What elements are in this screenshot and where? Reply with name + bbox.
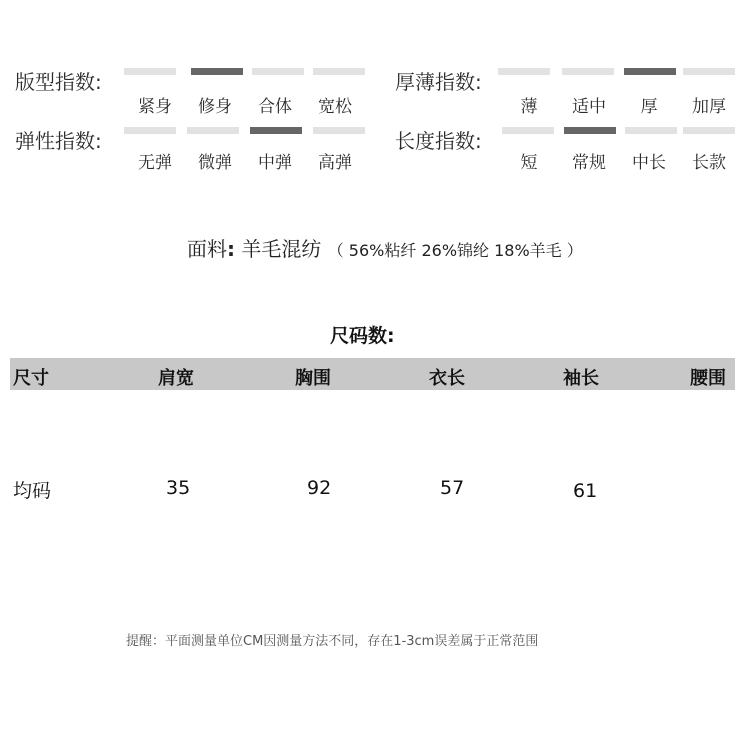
header-sleeve: 袖长	[563, 368, 599, 389]
length-option: 常规	[572, 153, 606, 173]
elasticity-option: 微弹	[198, 153, 232, 173]
fabric-label: 面料	[187, 237, 227, 261]
length-option: 中长	[632, 153, 666, 173]
elasticity-bar-3	[250, 127, 302, 134]
measurement-note: 提醒：平面测量单位CM因测量方法不同，存在1-3cm误差属于正常范围	[126, 634, 539, 649]
elasticity-index-label: 弹性指数:	[15, 129, 102, 153]
header-shoulder: 肩宽	[158, 368, 194, 389]
fabric-detail: （ 56%粘纤 26%锦纶 18%羊毛 ）	[327, 241, 583, 260]
elasticity-bar-4	[313, 127, 365, 134]
fit-bar-1	[124, 68, 176, 75]
length-bar-1	[502, 127, 554, 134]
cell-length: 57	[440, 477, 465, 499]
size-chart-header-band	[10, 358, 735, 390]
thickness-index-label: 厚薄指数:	[395, 70, 482, 94]
cell-shoulder: 35	[166, 477, 191, 499]
length-option: 长款	[692, 153, 726, 173]
fit-option: 合体	[258, 97, 292, 117]
fit-option: 宽松	[318, 97, 352, 117]
length-bar-3	[625, 127, 677, 134]
cell-size: 均码	[13, 480, 52, 502]
thickness-option: 薄	[520, 97, 538, 117]
header-chest: 胸围	[295, 368, 331, 389]
thickness-bar-1	[498, 68, 550, 75]
thickness-option: 厚	[640, 97, 658, 117]
fit-option: 紧身	[138, 97, 172, 117]
header-size: 尺寸	[13, 368, 49, 389]
cell-sleeve: 61	[573, 480, 598, 502]
fabric-value: 羊毛混纺	[241, 237, 322, 261]
fabric-colon: :	[227, 237, 235, 261]
length-bar-2	[564, 127, 616, 134]
elasticity-option: 中弹	[258, 153, 292, 173]
thickness-bar-4	[683, 68, 735, 75]
fit-index-label: 版型指数:	[15, 70, 102, 94]
elasticity-bar-1	[124, 127, 176, 134]
thickness-option: 加厚	[692, 97, 726, 117]
fabric-line	[187, 233, 583, 262]
length-bar-4	[683, 127, 735, 134]
fit-option: 修身	[198, 97, 232, 117]
fit-bar-4	[313, 68, 365, 75]
length-index-label: 长度指数:	[395, 129, 482, 153]
fit-bar-2	[191, 68, 243, 75]
elasticity-option: 无弹	[138, 153, 172, 173]
thickness-bar-3	[624, 68, 676, 75]
elasticity-bar-2	[187, 127, 239, 134]
header-waist: 腰围	[690, 368, 726, 389]
elasticity-option: 高弹	[318, 153, 352, 173]
size-chart-title: 尺码数:	[330, 325, 395, 347]
thickness-bar-2	[562, 68, 614, 75]
length-option: 短	[520, 153, 538, 173]
fit-bar-3	[252, 68, 304, 75]
thickness-option: 适中	[572, 97, 606, 117]
cell-chest: 92	[307, 477, 332, 499]
header-length: 衣长	[429, 368, 465, 389]
